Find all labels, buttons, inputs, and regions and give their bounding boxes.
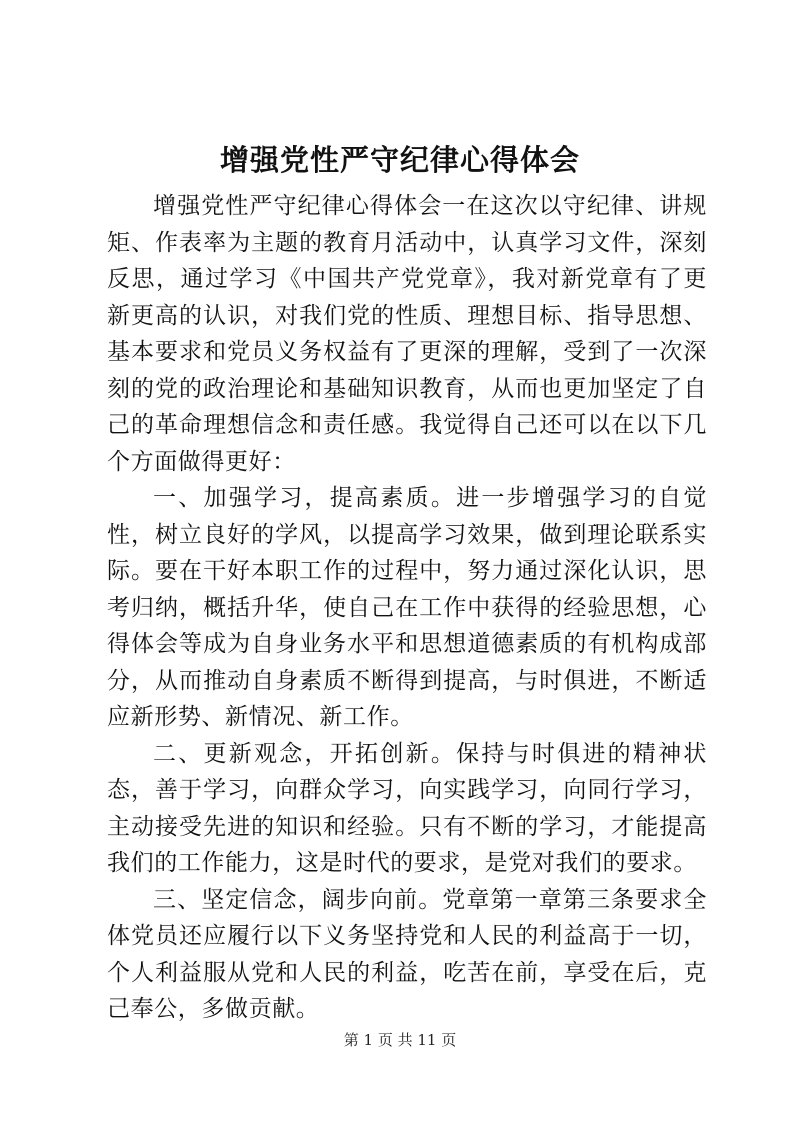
paragraph-section-2: 二、更新观念，开拓创新。保持与时俱进的精神状态，善于学习，向群众学习，向实践学习，向同行学习，主动接受先进的知识和经验。只有不断的学习，才能提高我们的工作能力，这是时代的要求，是党对我们的要求。 <box>107 740 707 876</box>
paragraph-intro: 增强党性严守纪律心得体会一在这次以守纪律、讲规矩、作表率为主题的教育月活动中，认真学习文件，深刻反思，通过学习《中国共产党党章》，我对新党章有了更新更高的认识，对我们党的性质、理想目标、指导思想、基本要求和党员义务权益有了更深的理解，受到了一次深刻的党的政治理论和基础知识教育，从而也更加坚定了自己的革命理想信念和责任感。我觉得自己还可以在以下几个方面做得更好： <box>107 193 707 475</box>
document-body <box>107 188 707 1028</box>
document-title: 增强党性严守纪律心得体会 <box>219 143 580 177</box>
paragraph-section-3: 三、坚定信念，阔步向前。党章第一章第三条要求全体党员还应履行以下义务坚持党和人民的利益高于一切，个人利益服从党和人民的利益，吃苦在前，享受在后，克己奉公，多做贡献。 <box>107 886 707 1022</box>
paragraph-section-1: 一、加强学习，提高素质。进一步增强学习的自觉性，树立良好的学风，以提高学习效果，做到理论联系实际。要在干好本职工作的过程中，努力通过深化认识，思考归纳，概括升华，使自己在工作中获得的经验思想，心得体会等成为自身业务水平和思想道德素质的有机构成部分，从而推动自身素质不断得到提高，与时俱进，不断适应新形势、新情况、新工作。 <box>107 485 707 730</box>
page-number-footer: 第 1 页 共 11 页 <box>343 1031 457 1049</box>
